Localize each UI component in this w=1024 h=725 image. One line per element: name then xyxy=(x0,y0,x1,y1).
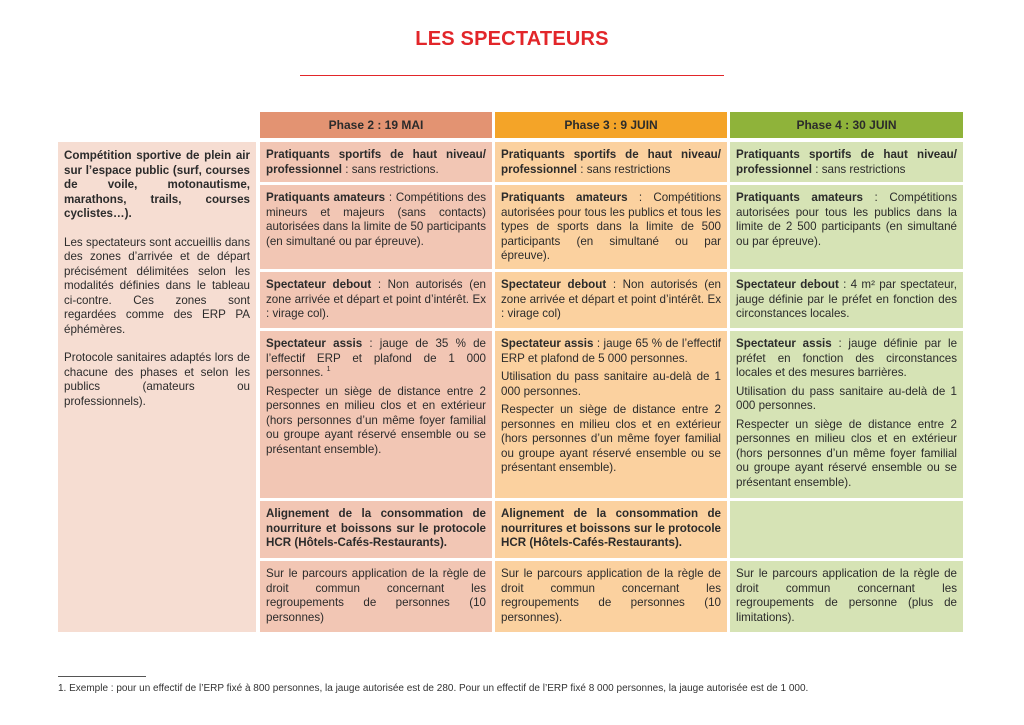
cell-text: Sur le parcours application de la règle de droit commun concernant les regroupements de personnes (10 personnes) xyxy=(266,567,486,624)
cell-text: : Compétitions autorisées pour tous les publics dans la limite de 2 500 participants (en simultané ou par épreuve). xyxy=(736,191,958,248)
cell-bold: Pratiquants amateurs xyxy=(501,191,628,204)
cell-text: : Compétitions autorisées pour tous les publics et tous les types de sports dans la limite de 500 participants (en simultané ou par épreuve). xyxy=(501,191,721,262)
cell-text: : sans restrictions. xyxy=(342,162,439,176)
cell-bold: Pratiquants amateurs xyxy=(266,191,386,204)
cell-text: : jauge 65 % de l’effectif ERP et plafond de 5 000 personnes. xyxy=(501,337,721,365)
header-phase-2: Phase 2 : 19 MAI xyxy=(260,112,492,138)
header-phase-3: Phase 3 : 9 JUIN xyxy=(495,112,727,138)
cell-parcours-phase-3 xyxy=(495,561,727,632)
page-title: LES SPECTATEURS xyxy=(415,28,609,50)
cell-alignement-phase-4 xyxy=(730,501,963,558)
cell-bold: Spectateur assis xyxy=(736,337,832,350)
footnote: 1. Exemple : pour un effectif de l’ERP fixé à 800 personnes, la jauge autorisée est de 280. Pour un effectif de l’ERP fixé 8 000 personnes, la jauge autorisée est de 1 000. xyxy=(58,683,809,694)
cell-alignement-phase-3 xyxy=(495,501,727,558)
cell-amateurs-phase-4 xyxy=(730,185,963,269)
cell-bold: Alignement de la consommation de nourritures et boissons sur le protocole HCR (Hôtels-Cafés-Restaurants). xyxy=(501,507,721,549)
cell-bold: Spectateur assis xyxy=(501,337,594,350)
cell-assis-phase-4 xyxy=(730,331,963,498)
left-paragraph-1: Les spectateurs sont accueillis dans des zones d’arrivée et de départ précisément délimitées selon les modalités définies dans le tableau ci-contre. Ces zones sont regardées comme des ERP PA éphémères. xyxy=(64,235,250,336)
cell-alignement-phase-2 xyxy=(260,501,492,558)
cell-bold: Alignement de la consommation de nourriture et boissons sur le protocole HCR (Hôtels-Cafés-Restaurants). xyxy=(266,507,486,549)
left-description-column xyxy=(58,142,256,632)
cell-debout-phase-2 xyxy=(260,272,492,328)
cell-assis-phase-2 xyxy=(260,331,492,498)
cell-debout-phase-4 xyxy=(730,272,963,328)
cell-text: : sans restrictions xyxy=(812,162,906,176)
cell-debout-phase-3 xyxy=(495,272,727,328)
cell-pro-phase-4 xyxy=(730,142,963,182)
cell-text: Sur le parcours application de la règle de droit commun concernant les regroupements de personne (plus de limitations). xyxy=(736,567,957,624)
cell-text: : Non autorisés (en zone arrivée et départ et point d’intérêt. Ex : virage col). xyxy=(266,278,486,320)
cell-parcours-phase-2 xyxy=(260,561,492,632)
footnote-divider xyxy=(58,676,146,677)
cell-text: Respecter un siège de distance entre 2 personnes en milieu clos et en extérieur (hors personnes d’un même foyer familial ou groupe ayant réservé ensemble ou se présentant ensemble). xyxy=(266,384,486,456)
cell-text: Sur le parcours application de la règle de droit commun concernant les regroupements de personnes (10 personnes). xyxy=(501,567,721,624)
cell-amateurs-phase-3 xyxy=(495,185,727,269)
cell-text: : sans restrictions xyxy=(577,162,671,176)
cell-text: : jauge définie par le préfet en fonction des circonstances locales et des mesures barrières. xyxy=(736,337,958,379)
cell-text: : Non autorisés (en zone arrivée et départ et point d’intérêt. Ex : virage col) xyxy=(501,278,721,320)
cell-amateurs-phase-2 xyxy=(260,185,492,269)
cell-text: Respecter un siège de distance entre 2 personnes en milieu clos et en extérieur (hors personnes d’un même foyer familial ou groupe ayant réservé ensemble ou se présentant ensemble). xyxy=(736,417,957,489)
cell-bold: Pratiquants sportifs de haut niveau/ professionnel xyxy=(266,148,486,176)
cell-bold: Spectateur debout xyxy=(501,278,607,291)
cell-text: : jauge de 35 % de l’effectif ERP et plafond de 1 000 personnes. xyxy=(266,337,487,379)
cell-bold: Pratiquants sportifs de haut niveau/ professionnel xyxy=(501,148,721,176)
cell-text: Utilisation du pass sanitaire au-delà de 1 000 personnes. xyxy=(736,384,957,412)
cell-text: Utilisation du pass sanitaire au-delà de 1 000 personnes. xyxy=(501,370,721,398)
cell-bold: Spectateur debout xyxy=(266,278,372,291)
cell-bold: Pratiquants amateurs xyxy=(736,191,863,204)
left-paragraph-2: Protocole sanitaires adaptés lors de chacune des phases et selon les publics (amateurs ou professionnels). xyxy=(64,351,250,408)
left-heading: Compétition sportive de plein air sur l’espace public (surf, courses de voile, motonautisme, marathons, trails, courses cyclistes…). xyxy=(64,149,250,220)
cell-text: : Compétitions des mineurs et majeurs (sans contacts) autorisées dans la limite de 50 participants (en simultané ou par épreuve). xyxy=(266,191,486,248)
cell-pro-phase-2 xyxy=(260,142,492,182)
cell-parcours-phase-4 xyxy=(730,561,963,632)
title-divider xyxy=(300,75,724,76)
cell-bold: Spectateur assis xyxy=(266,337,363,350)
cell-bold: Spectateur debout xyxy=(736,278,839,291)
cell-bold: Pratiquants sportifs de haut niveau/ professionnel xyxy=(736,148,957,176)
cell-text: Respecter un siège de distance entre 2 personnes en milieu clos et en extérieur (hors personnes d’un même foyer familial ou groupe ayant réservé ensemble ou se présentant ensemble). xyxy=(501,403,721,474)
footnote-ref: 1 xyxy=(326,366,331,374)
header-phase-4: Phase 4 : 30 JUIN xyxy=(730,112,963,138)
cell-text: : 4 m² par spectateur, jauge définie par le préfet en fonction des circonstances locales. xyxy=(736,278,957,320)
cell-assis-phase-3 xyxy=(495,331,727,498)
cell-pro-phase-3 xyxy=(495,142,727,182)
